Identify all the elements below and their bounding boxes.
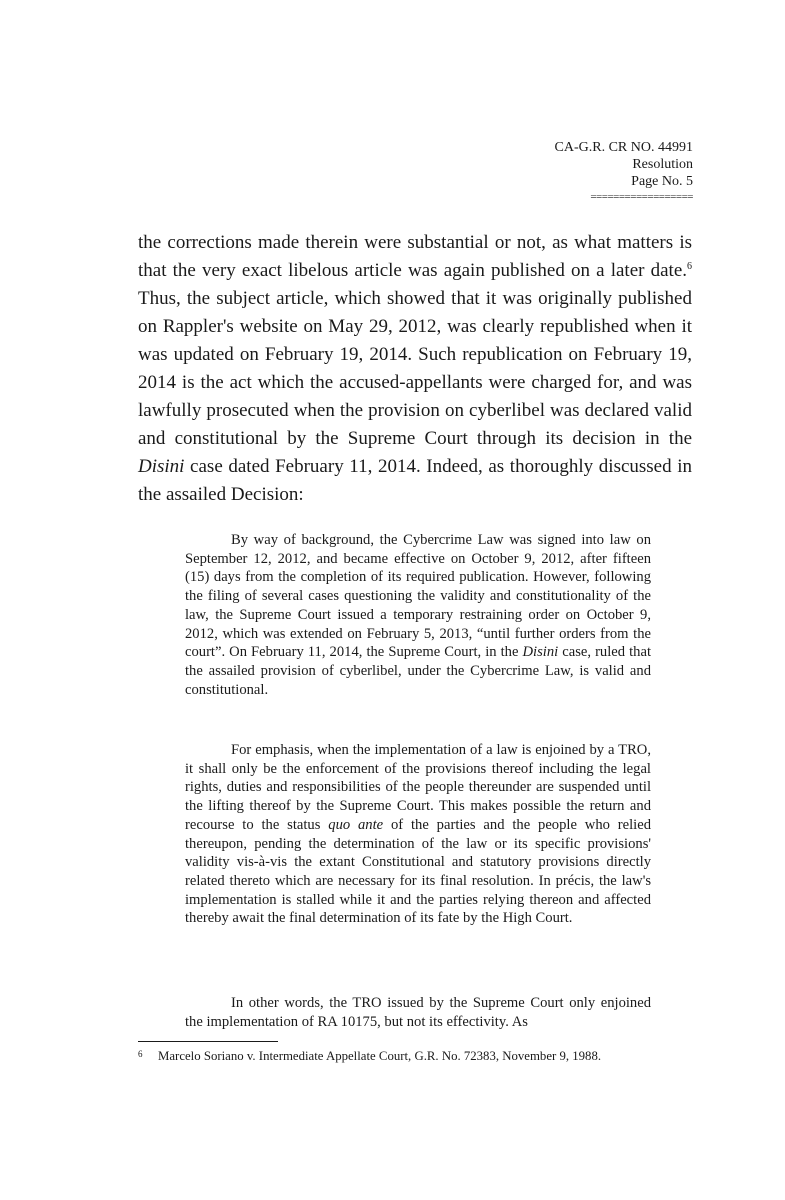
footnote	[138, 1046, 698, 1064]
quote-1-case-italic: Disini	[522, 644, 559, 661]
document-type: Resolution	[632, 157, 693, 172]
body-text-part-2: Thus, the subject article, which showed that it was originally published on Rappler's website on May 29, 2012, was clearly republished when it was updated on February 19, 2014. Such republication on February 19, 2014 is the act which the accused-appellants were charged for, and was lawfully prosecuted when the provision on cyberlibel was declared valid and constitutional by the Supreme Court through its decision in the	[138, 288, 692, 449]
header-separator: ==================	[590, 191, 693, 203]
footnote-number: 6	[138, 1049, 143, 1059]
body-text-part-1: the corrections made therein were substantial or not, as what matters is that the very exact libelous article was again published on a later date.	[138, 232, 692, 281]
body-paragraph	[138, 229, 692, 509]
footnote-reference: 6	[687, 261, 692, 272]
case-number: CA-G.R. CR NO. 44991	[554, 140, 693, 155]
quote-2-text-a: For emphasis, when the implementation of a law is enjoined by a TRO, it shall only be the enforcement of the provisions thereof including the legal rights, duties and responsibilities of the people thereunder are suspended until the lifting thereof by the Supreme Court. This makes possible the return and recourse to the status	[185, 742, 651, 833]
footnote-text: Marcelo Soriano v. Intermediate Appellate Court, G.R. No. 72383, November 9, 1988.	[158, 1049, 602, 1063]
quote-2-latin-italic: quo ante	[328, 816, 384, 833]
page-header	[555, 139, 693, 203]
body-text-part-3: case dated February 11, 2014. Indeed, as thoroughly discussed in the assailed Decision:	[138, 456, 692, 505]
page-number: Page No. 5	[631, 174, 693, 189]
block-quote-paragraph-3: In other words, the TRO issued by the Supreme Court only enjoined the implementation of RA 10175, but not its effectivity. As	[185, 995, 651, 1030]
quote-2-text-b: of the parties and the people who relied thereupon, pending the determination of the law or its specific provisions' validity vis-à-vis the extant Constitutional and statutory provisions directly related thereto which are necessary for its final resolution. In précis, the law's implementation is stalled while it and the parties relying thereon and affected thereby await the final determination of its fate by the High Court.	[185, 816, 651, 927]
block-quote-paragraph-1	[185, 531, 651, 699]
case-name-italic: Disini	[138, 456, 185, 477]
quote-1-text-b: case, ruled that the assailed provision of cyberlibel, under the Cybercrime Law, is valid and constitutional.	[185, 644, 651, 698]
quote-1-text-a: By way of background, the Cybercrime Law was signed into law on September 12, 2012, and became effective on October 9, 2012, after fifteen (15) days from the completion of its required publication. However, following the filing of several cases questioning the validity and constitutionality of the law, the Supreme Court issued a temporary restraining order on October 9, 2012, which was extended on February 5, 2013, “until further orders from the court”. On February 11, 2014, the Supreme Court, in the	[185, 532, 651, 661]
footnote-divider	[138, 1041, 278, 1042]
block-quote-paragraph-2	[185, 741, 651, 928]
